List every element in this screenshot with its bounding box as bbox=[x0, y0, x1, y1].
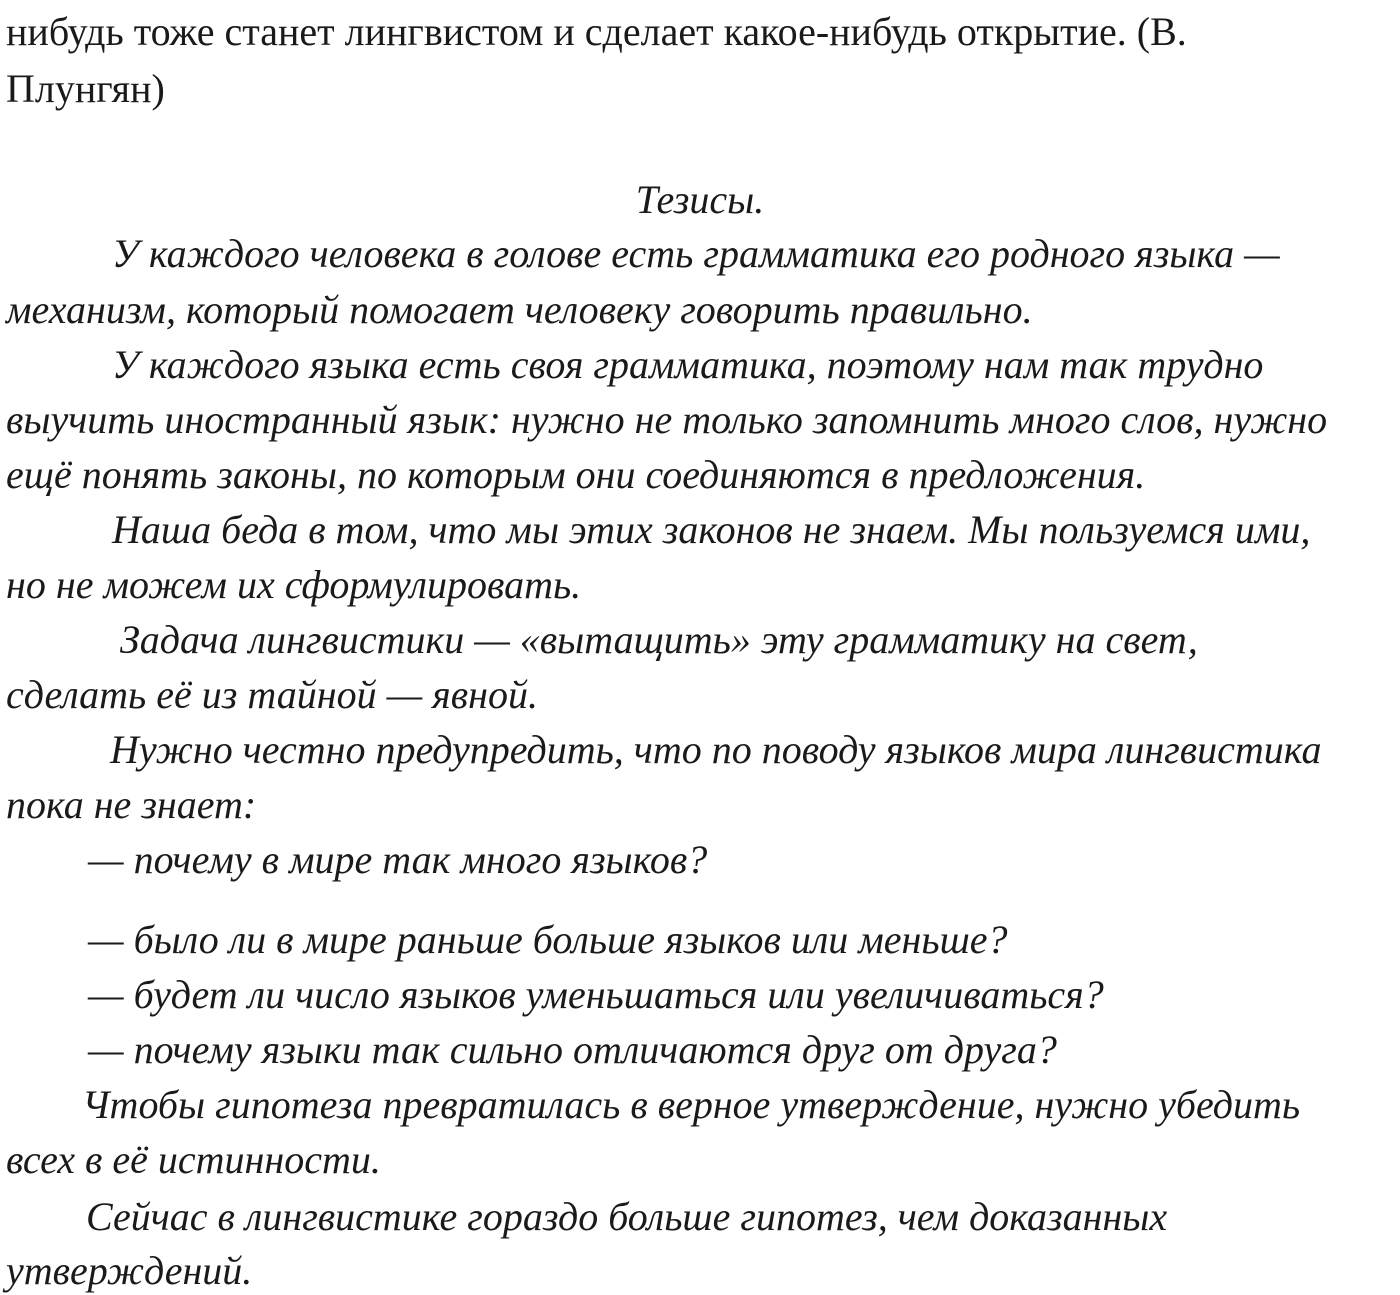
thesis-6-line-1: Чтобы гипотеза превратилась в верное утверждение, нужно убедить bbox=[82, 1082, 1301, 1127]
intro-line-1: нибудь тоже станет лингвистом и сделает какое-нибудь открытие. (В. bbox=[6, 9, 1187, 54]
thesis-3-line-1: Наша беда в том, что мы этих законов не знаем. Мы пользуемся ими, bbox=[112, 507, 1311, 552]
thesis-2-line-2: выучить иностранный язык: нужно не только запомнить много слов, нужно bbox=[6, 397, 1328, 442]
intro-line-2: Плунгян) bbox=[6, 66, 165, 111]
thesis-1-line-1: У каждого человека в голове есть грамматика его родного языка — bbox=[112, 231, 1280, 276]
thesis-7-line-1: Сейчас в лингвистике гораздо больше гипотез, чем доказанных bbox=[86, 1194, 1168, 1239]
theses-title: Тезисы. bbox=[635, 177, 765, 222]
thesis-2-line-3: ещё понять законы, по которым они соединяются в предложения. bbox=[6, 452, 1146, 497]
thesis-4-line-2: сделать её из тайной — явной. bbox=[6, 672, 538, 717]
thesis-5-line-1: Нужно честно предупредить, что по поводу языков мира лингвистика bbox=[110, 727, 1322, 772]
thesis-6-line-2: всех в её истинности. bbox=[6, 1137, 381, 1182]
thesis-7-line-2: утверждений. bbox=[6, 1248, 253, 1293]
thesis-1-line-2: механизм, который помогает человеку говорить правильно. bbox=[6, 287, 1033, 332]
question-item: — почему в мире так много языков? bbox=[88, 837, 708, 882]
thesis-5-line-2: пока не знает: bbox=[6, 782, 257, 827]
thesis-4-line-1: Задача лингвистики — «вытащить» эту грамматику на свет, bbox=[120, 617, 1198, 662]
thesis-3-line-2: но не можем их сформулировать. bbox=[6, 562, 582, 607]
thesis-2-line-1: У каждого языка есть своя грамматика, поэтому нам так трудно bbox=[112, 342, 1264, 387]
question-item: — почему языки так сильно отличаются друг от друга? bbox=[88, 1027, 1057, 1072]
question-item: — было ли в мире раньше больше языков или меньше? bbox=[88, 917, 1008, 962]
question-item: — будет ли число языков уменьшаться или увеличиваться? bbox=[88, 972, 1104, 1017]
